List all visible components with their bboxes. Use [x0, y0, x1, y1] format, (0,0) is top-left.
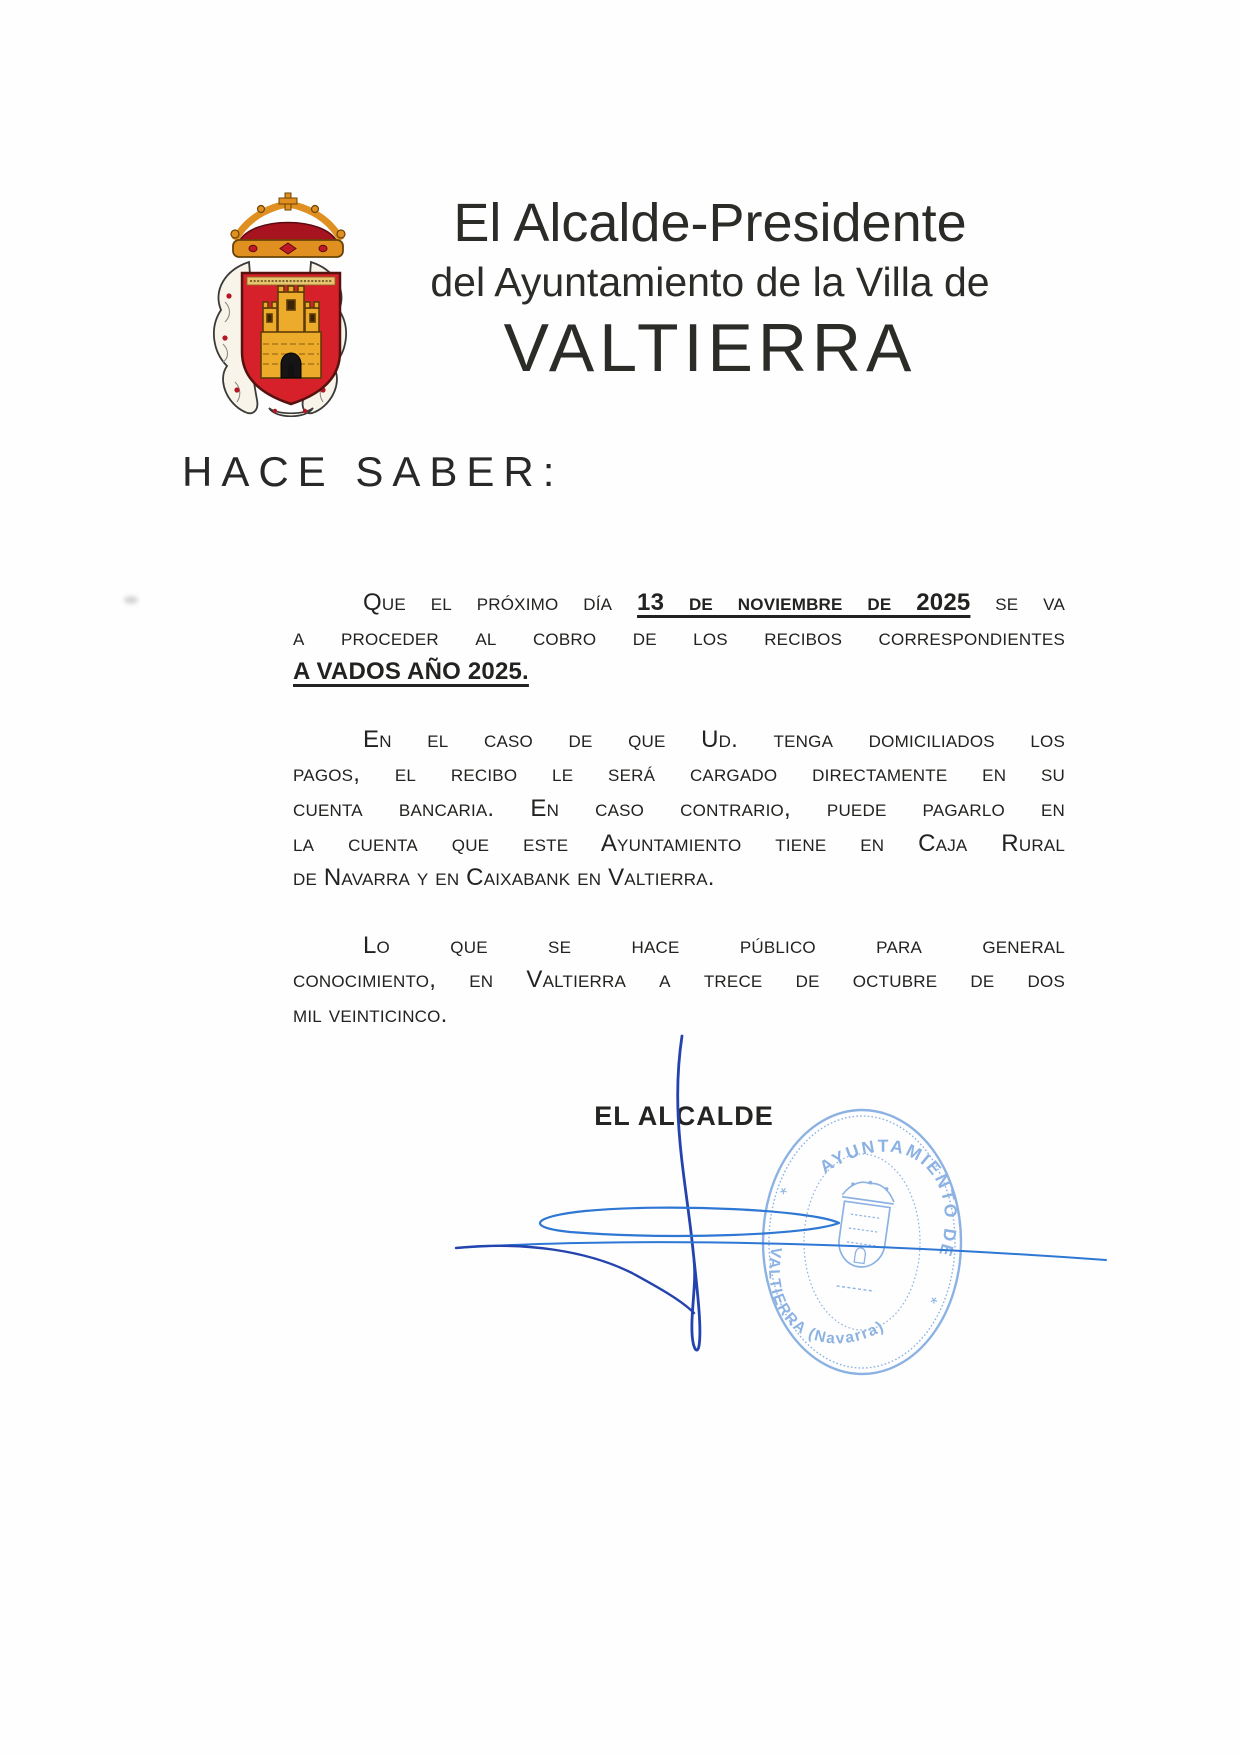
text-segment: Lo que se hace público para general: [363, 931, 1065, 959]
stamp-star-left: *: [772, 1183, 791, 1204]
text-segment: mil veinticinco.: [293, 1000, 448, 1028]
stamp-star-right: *: [923, 1292, 941, 1313]
handwritten-signature: [420, 1010, 1140, 1410]
header-title-line2: del Ayuntamiento de la Villa de: [430, 259, 990, 305]
stamp-arc-top-text: AYUNTAMIENTO DE: [815, 1135, 962, 1261]
text-segment: de Navarra y en Caixabank en Valtierra.: [293, 864, 715, 892]
proclamation-heading: HACE SABER:: [182, 448, 564, 495]
text-segment: 13 de noviembre de 2025: [637, 589, 971, 616]
body-line: [293, 929, 1065, 964]
body-text: [293, 586, 1065, 1066]
text-segment: A VADOS AÑO 2025.: [293, 658, 529, 686]
text-segment: En el caso de que Ud. tenga domiciliados los: [363, 725, 1065, 753]
body-line: [293, 827, 1065, 862]
body-line: [293, 723, 1065, 758]
text-segment: a proceder al cobro de los recibos correspondientes: [293, 623, 1065, 651]
signature-title: EL ALCALDE: [594, 1101, 774, 1131]
body-line: [293, 586, 1065, 621]
body-line: [293, 621, 1065, 656]
text-segment: la cuenta que este Ayuntamiento tiene en Caja Rural: [293, 829, 1065, 857]
body-line: [293, 792, 1065, 827]
body-line: [293, 757, 1065, 792]
header: [385, 0, 1035, 400]
body-line: [293, 963, 1065, 998]
paragraph: [293, 723, 1065, 896]
signature-swoop-stroke: [456, 1246, 694, 1313]
body-line: [293, 861, 1065, 896]
crown: [231, 193, 345, 257]
stamp-arc-bottom-text: VALTIERRA (Navarra): [765, 1245, 888, 1348]
text-segment: se va: [970, 589, 1065, 616]
signature-tail-stroke: [456, 1242, 1106, 1260]
header-title-line1: El Alcalde-Presidente: [453, 193, 967, 253]
valtierra-coat-of-arms-icon: [205, 192, 355, 420]
paragraph: [293, 586, 1065, 690]
text-segment: pagos, el recibo le será cargado directamente en su: [293, 760, 1065, 788]
body-line: [293, 655, 1065, 690]
text-segment: cuenta bancaria. En caso contrario, puede pagarlo en: [293, 794, 1065, 822]
text-segment: conocimiento, en Valtierra a trece de octubre de dos: [293, 966, 1065, 994]
scan-smudge: [124, 596, 138, 604]
header-title-town-name: VALTIERRA: [503, 310, 917, 386]
text-segment: Que el próximo día: [363, 589, 638, 616]
